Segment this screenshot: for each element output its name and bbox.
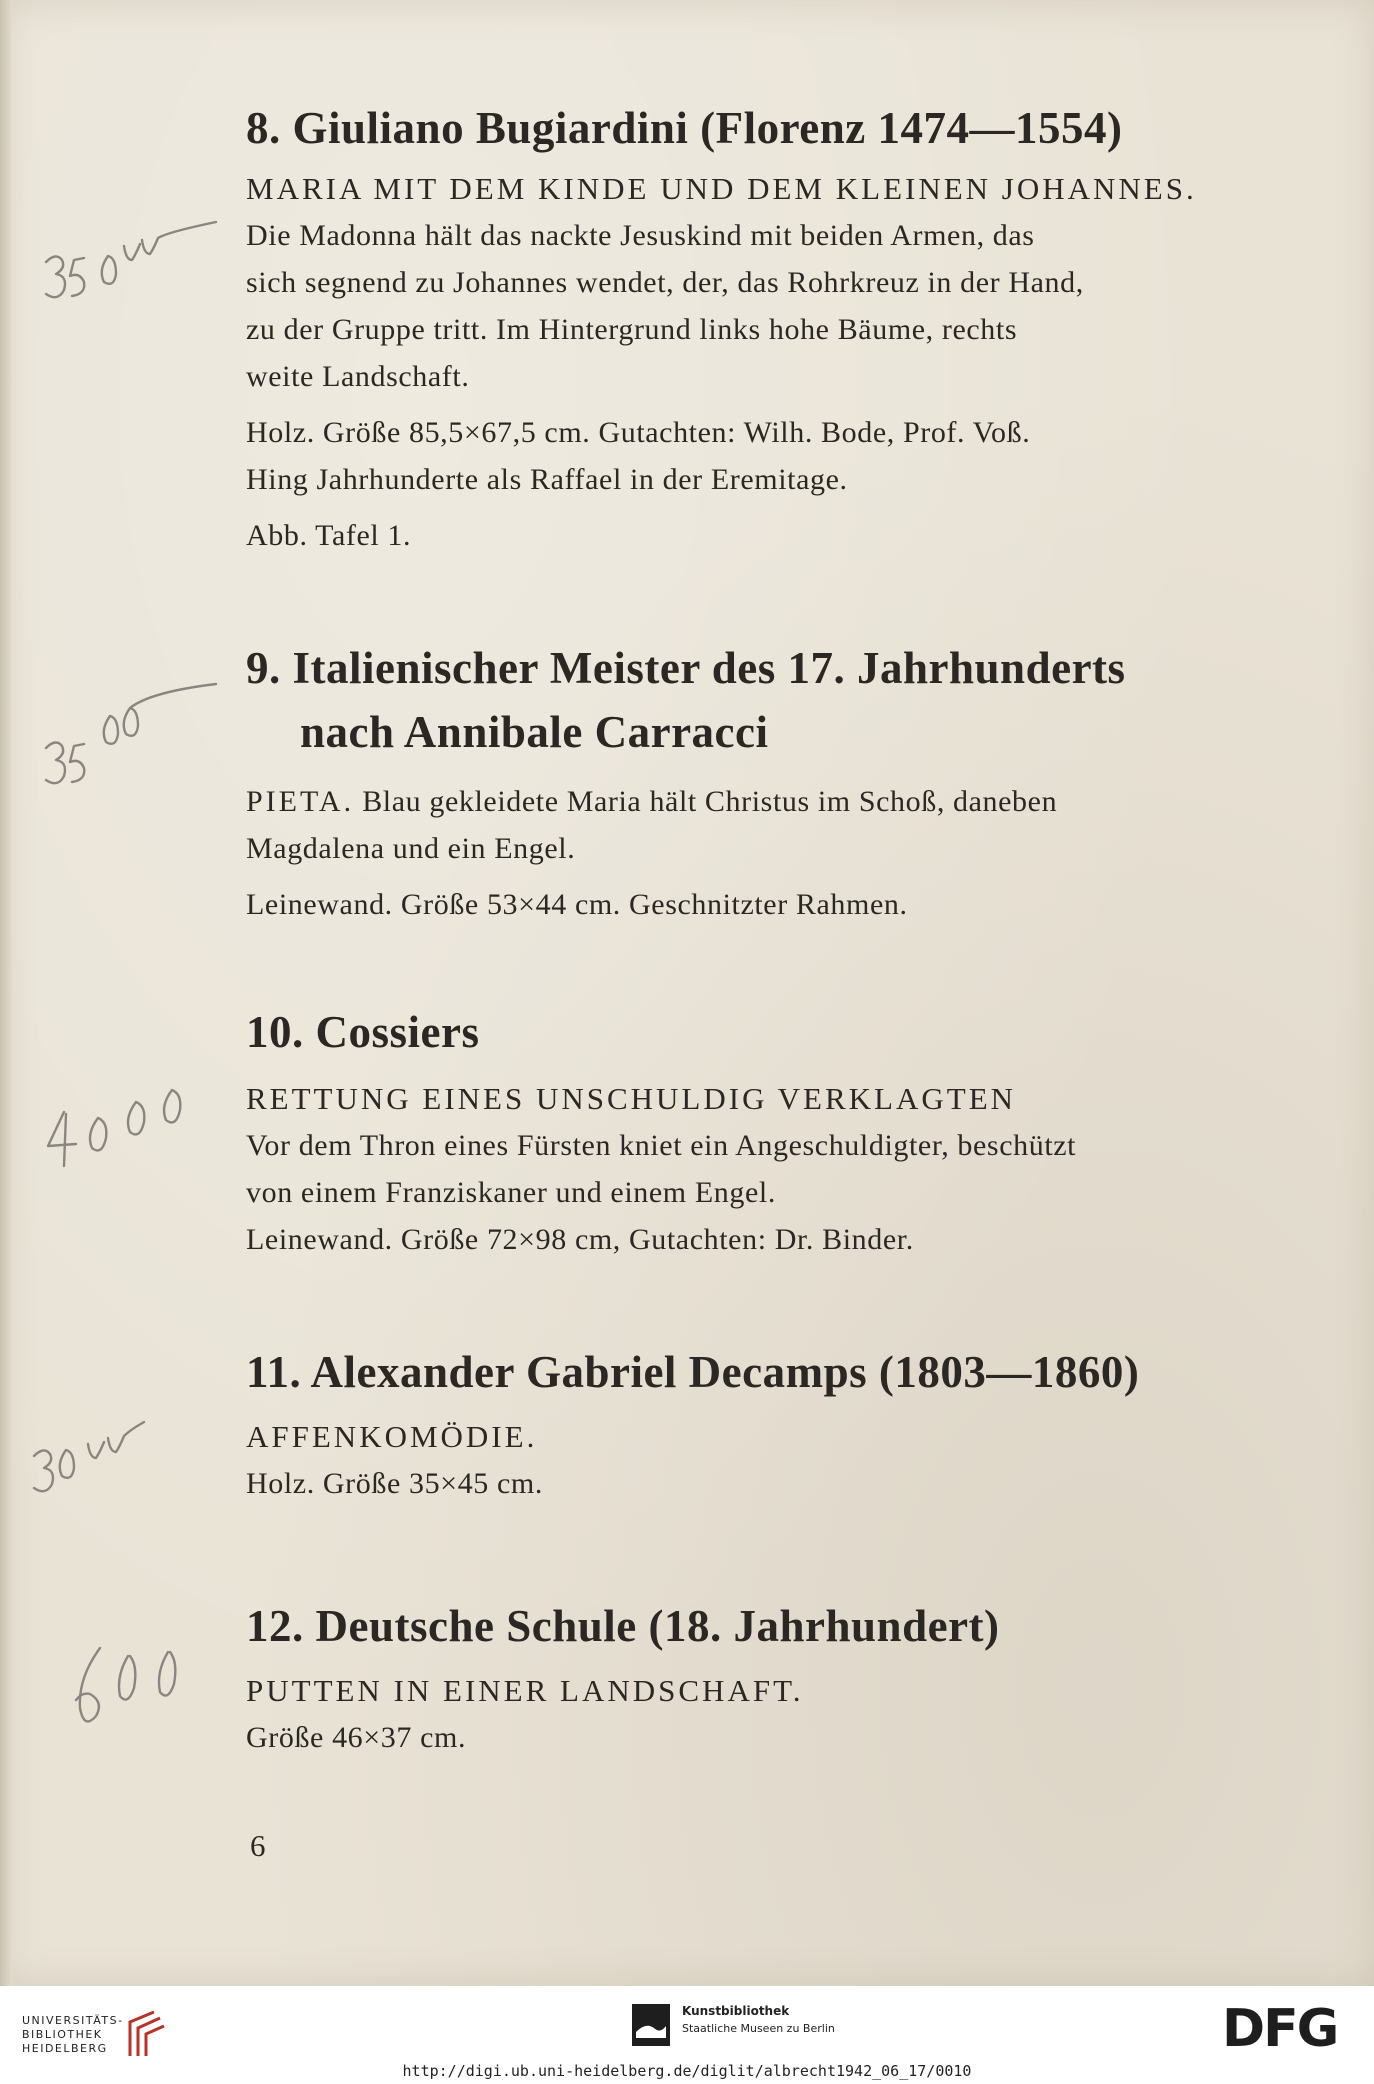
pencil-price-600 (76, 1648, 175, 1721)
kunstbibliothek-subtitle: Staatliche Museen zu Berlin (682, 2022, 835, 2035)
details-line: Holz. Größe 85,5×67,5 cm. Gutachten: Wilh. Bode, Prof. Voß. (246, 416, 1031, 449)
entry-title: 12. Deutsche Schule (18. Jahrhundert) (246, 1601, 1000, 1651)
entry-details: Holz. Größe 35×45 cm. (246, 1467, 543, 1500)
entry-11 (246, 1340, 1276, 1507)
details-line: Hing Jahrhunderte als Raffael in der Eremitage. (246, 463, 848, 496)
uni-line: BIBLIOTHEK (22, 2028, 103, 2041)
entry-title: 11. Alexander Gabriel Decamps (1803—1860) (246, 1347, 1140, 1397)
kunstbibliothek-title: Kunstbibliothek (682, 2004, 790, 2018)
entry-details: Leinewand. Größe 53×44 cm. Geschnitzter Rahmen. (246, 888, 908, 921)
pencil-price-3500 (46, 684, 216, 783)
entry-subject: AFFENKOMÖDIE. (246, 1419, 538, 1454)
description-line: von einem Franziskaner und einem Engel. (246, 1176, 776, 1209)
entry-description (246, 212, 1276, 400)
pencil-price-4000 (48, 1090, 180, 1166)
description-line: Vor dem Thron eines Fürsten kniet ein Angeschuldigter, beschützt (246, 1129, 1077, 1162)
entry-subject: MARIA MIT DEM KINDE UND DEM KLEINEN JOHANNES. (246, 171, 1197, 206)
description-line: Die Madonna hält das nackte Jesuskind mit beiden Armen, das (246, 219, 1035, 252)
entry-8 (246, 96, 1276, 559)
title-line: nach Annibale Carracci (300, 707, 769, 757)
entry-subject: PIETA. (246, 785, 355, 818)
entry-details: Größe 46×37 cm. (246, 1721, 467, 1754)
entry-subject: RETTUNG EINES UNSCHULDIG VERKLAGTEN (246, 1081, 1017, 1116)
entry-reference: Abb. Tafel 1. (246, 519, 412, 552)
title-line: 9. Italienischer Meister des 17. Jahrhunderts (246, 643, 1126, 693)
uni-bibliothek-logo-text (22, 2014, 124, 2056)
pencil-price-3000 (34, 1422, 144, 1491)
entry-description (246, 1122, 1276, 1216)
page-number: 6 (250, 1828, 266, 1863)
pencil-price-35000 (46, 222, 216, 297)
pencil-annotations (0, 0, 240, 1986)
uni-line: HEIDELBERG (22, 2042, 108, 2055)
description-line: weite Landschaft. (246, 360, 470, 393)
entry-9 (246, 636, 1276, 928)
source-url[interactable]: http://digi.ub.uni-heidelberg.de/diglit/albrecht1942_06_17/0010 (402, 2062, 972, 2080)
entry-details (246, 409, 1276, 503)
entry-description (246, 778, 1276, 872)
entry-12 (246, 1594, 1276, 1761)
entry-subject: PUTTEN IN EINER LANDSCHAFT. (246, 1673, 804, 1708)
uni-line: UNIVERSITÄTS- (22, 2014, 124, 2027)
description-line: sich segnend zu Johannes wendet, der, das Rohrkreuz in der Hand, (246, 266, 1084, 299)
kunstbibliothek-logo-icon (630, 2002, 672, 2048)
uni-heidelberg-logo-icon (124, 2008, 168, 2060)
entry-10 (246, 1000, 1276, 1263)
entry-title (246, 636, 1276, 764)
entry-title: 10. Cossiers (246, 1007, 480, 1057)
entry-details: Leinewand. Größe 72×98 cm, Gutachten: Dr. Binder. (246, 1223, 914, 1256)
description-line: Magdalena und ein Engel. (246, 832, 576, 865)
description-line: Blau gekleidete Maria hält Christus im Schoß, daneben (354, 785, 1058, 818)
dfg-logo: DFG (1222, 1999, 1338, 2059)
description-line: zu der Gruppe tritt. Im Hintergrund links hohe Bäume, rechts (246, 313, 1018, 346)
entry-title: 8. Giuliano Bugiardini (Florenz 1474—1554) (246, 103, 1123, 153)
